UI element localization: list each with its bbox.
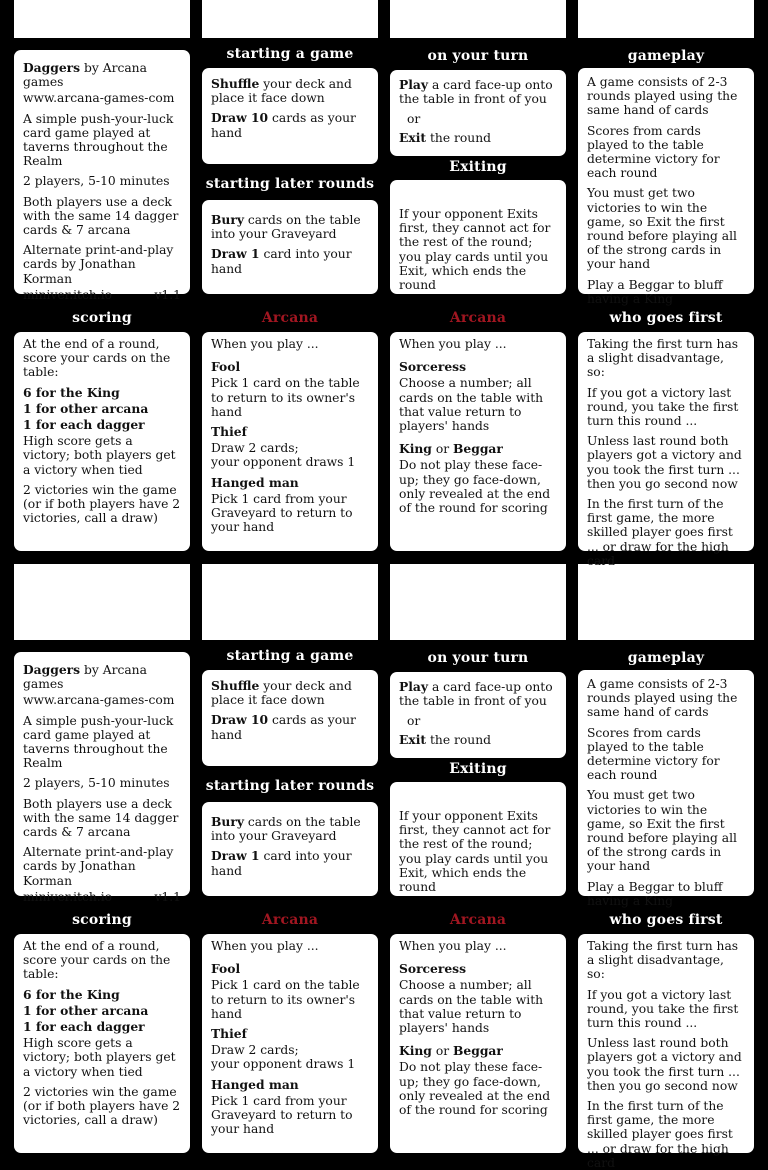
draw1-step: Draw 1 card into your hand [211, 246, 352, 276]
info-credit: Alternate print-and-play cards by Jonathan Korman [23, 845, 174, 888]
fool-heading: Fool [211, 359, 241, 375]
king-beggar-heading: King or Beggar [399, 1043, 503, 1059]
exiting-text: If your opponent Exits first, they cannot act for the rest of the round; you play cards until you Exit, which ends the round [399, 809, 551, 895]
scoring-high: High score gets a victory; both players get a victory when tied [23, 1036, 176, 1079]
gameplay-p2: Scores from cards played to the table determine victory for each round [587, 123, 720, 181]
info-players: 2 players, 5-10 minutes [23, 776, 170, 791]
first-p4: In the first turn of the first game, the more skilled player goes first ... or draw for the high card [587, 497, 733, 568]
thief-text: Draw 2 cards; your opponent draws 1 [211, 441, 356, 470]
blank-card [578, 564, 754, 640]
blank-card [202, 0, 378, 38]
info-title: Daggers by Arcana games [23, 662, 147, 692]
scoring-dagger: 1 for each dagger [23, 1019, 145, 1035]
scoring-card [14, 332, 190, 551]
draw10-step: Draw 10 cards as your hand [211, 110, 356, 140]
scoring-win: 2 victories win the game (or if both players have 2 victories, call a draw) [23, 1084, 181, 1128]
draw1-step: Draw 1 card into your hand [211, 848, 352, 878]
scoring-intro: At the end of a round, score your cards on the table: [23, 337, 171, 380]
later-card [202, 802, 378, 896]
gameplay-p4: Play a Beggar to bluff having a King [587, 277, 723, 306]
king-beggar-heading: King or Beggar [399, 441, 503, 457]
info-footer [23, 288, 181, 302]
first-p3: Unless last round both players got a victory and you took the first turn ... then you go second now [587, 434, 742, 491]
later-card [202, 200, 378, 294]
exiting-text: If your opponent Exits first, they cannot act for the rest of the round; you play cards until you Exit, which ends the round [399, 207, 551, 293]
info-site: miniver.itch.io [23, 287, 113, 302]
later-header: starting later rounds [205, 778, 375, 794]
gameplay-p3: You must get two victories to win the game, so Exit the first round before playing all of the strong cards in your hand [587, 788, 737, 874]
gameplay-p1: A game consists of 2-3 rounds played using the same hand of cards [587, 677, 738, 720]
sorceress-text: Choose a number; all cards on the table with that value return to players' hands [399, 978, 544, 1036]
scoring-dagger: 1 for each dagger [23, 417, 145, 433]
gameplay-p3: You must get two victories to win the game, so Exit the first round before playing all of the strong cards in your hand [587, 186, 737, 272]
first-header: who goes first [609, 310, 723, 326]
fool-heading: Fool [211, 961, 241, 977]
scoring-high: High score gets a victory; both players get a victory when tied [23, 434, 176, 477]
scoring-arcana: 1 for other arcana [23, 1002, 149, 1018]
exiting-card [390, 180, 566, 294]
first-p4: In the first turn of the first game, the more skilled player goes first ... or draw for the high card [587, 1099, 733, 1170]
starting-header: starting a game [226, 648, 354, 664]
exit-step: Exit the round [399, 129, 492, 145]
arcana1-intro: When you play ... [211, 337, 319, 351]
shuffle-step: Shuffle your deck and place it face down [211, 678, 352, 708]
first-card [578, 332, 754, 568]
blank-card [390, 564, 566, 640]
info-footer [23, 890, 181, 904]
gameplay-header: gameplay [627, 650, 705, 666]
info-card [14, 50, 190, 302]
starting-header: starting a game [226, 46, 354, 62]
first-p1: Taking the first turn has a slight disadvantage, so: [587, 337, 739, 380]
king-beggar-text: Do not play these face-up; they go face-down, only revealed at the end of the round for scoring [399, 458, 551, 516]
sorceress-heading: Sorceress [399, 961, 467, 977]
or-word: or [407, 714, 421, 729]
first-p2: If you got a victory last round, you take the first turn this round ... [587, 385, 739, 429]
info-desc: A simple push-your-luck card game played at taverns throughout the Realm [23, 111, 174, 169]
later-header: starting later rounds [205, 176, 375, 192]
thief-heading: Thief [211, 424, 247, 440]
info-title: Daggers by Arcana games [23, 60, 147, 90]
arcana1-intro: When you play ... [211, 939, 319, 953]
fool-text: Pick 1 card on the table to return to its owner's hand [211, 376, 360, 419]
scoring-arcana: 1 for other arcana [23, 400, 149, 416]
first-card [578, 934, 754, 1170]
exit-step: Exit the round [399, 731, 492, 747]
info-card [14, 652, 190, 904]
gameplay-card [578, 68, 754, 306]
thief-text: Draw 2 cards; your opponent draws 1 [211, 1043, 356, 1072]
hanged-text: Pick 1 card from your Graveyard to return to your hand [211, 1093, 353, 1137]
scoring-header: scoring [72, 912, 132, 928]
gameplay-header: gameplay [627, 48, 705, 64]
first-p1: Taking the first turn has a slight disadvantage, so: [587, 939, 739, 982]
fool-text: Pick 1 card on the table to return to its owner's hand [211, 978, 360, 1021]
turn-header: on your turn [427, 650, 529, 666]
info-version: v1.1 [154, 287, 181, 302]
thief-heading: Thief [211, 1026, 247, 1042]
exiting-header: Exiting [449, 159, 507, 175]
info-desc: A simple push-your-luck card game played at taverns throughout the Realm [23, 713, 174, 771]
exiting-card [390, 782, 566, 896]
hanged-heading: Hanged man [211, 474, 299, 490]
scoring-king: 6 for the King [23, 986, 120, 1002]
scoring-header: scoring [72, 310, 132, 326]
blank-card [14, 564, 190, 640]
arcana2-intro: When you play ... [399, 337, 507, 351]
first-p3: Unless last round both players got a victory and you took the first turn ... then you go second now [587, 1036, 742, 1093]
first-header: who goes first [609, 912, 723, 928]
scoring-intro: At the end of a round, score your cards on the table: [23, 939, 171, 982]
first-p2: If you got a victory last round, you take the first turn this round ... [587, 987, 739, 1031]
info-url: www.arcana-games-com [23, 693, 175, 708]
gameplay-p2: Scores from cards played to the table determine victory for each round [587, 725, 720, 783]
gameplay-p4: Play a Beggar to bluff having a King [587, 879, 723, 908]
gameplay-p1: A game consists of 2-3 rounds played using the same hand of cards [587, 75, 738, 118]
bury-step: Bury cards on the table into your Graveyard [211, 814, 361, 844]
sorceress-heading: Sorceress [399, 359, 467, 375]
arcana2-header: Arcana [449, 912, 507, 928]
starting-card [202, 670, 378, 766]
hanged-heading: Hanged man [211, 1076, 299, 1092]
blank-card [14, 0, 190, 38]
hanged-text: Pick 1 card from your Graveyard to return to your hand [211, 491, 353, 535]
scoring-king: 6 for the King [23, 384, 120, 400]
arcana2-card [390, 332, 566, 551]
turn-card [390, 70, 566, 156]
arcana1-header: Arcana [261, 310, 319, 326]
sorceress-text: Choose a number; all cards on the table with that value return to players' hands [399, 376, 544, 434]
play-step: Play a card face-up onto the table in front of you [399, 679, 553, 709]
info-deck: Both players use a deck with the same 14 dagger cards & 7 arcana [23, 194, 179, 238]
turn-card [390, 672, 566, 758]
blank-card [390, 0, 566, 38]
shuffle-step: Shuffle your deck and place it face down [211, 76, 352, 106]
exiting-header: Exiting [449, 761, 507, 777]
info-url: www.arcana-games-com [23, 91, 175, 106]
starting-card [202, 68, 378, 164]
scoring-win: 2 victories win the game (or if both players have 2 victories, call a draw) [23, 482, 181, 526]
info-site: miniver.itch.io [23, 889, 113, 904]
arcana2-intro: When you play ... [399, 939, 507, 953]
or-word: or [407, 112, 421, 127]
gameplay-card [578, 670, 754, 908]
blank-card [578, 0, 754, 38]
scoring-card [14, 934, 190, 1153]
arcana1-header: Arcana [261, 912, 319, 928]
king-beggar-text: Do not play these face-up; they go face-down, only revealed at the end of the round for scoring [399, 1060, 551, 1118]
arcana1-card [202, 332, 378, 551]
arcana2-header: Arcana [449, 310, 507, 326]
blank-card [202, 564, 378, 640]
arcana1-card [202, 934, 378, 1153]
info-deck: Both players use a deck with the same 14 dagger cards & 7 arcana [23, 796, 179, 840]
info-players: 2 players, 5-10 minutes [23, 174, 170, 189]
info-credit: Alternate print-and-play cards by Jonathan Korman [23, 243, 174, 286]
turn-header: on your turn [427, 48, 529, 64]
play-step: Play a card face-up onto the table in front of you [399, 77, 553, 107]
draw10-step: Draw 10 cards as your hand [211, 712, 356, 742]
arcana2-card [390, 934, 566, 1153]
info-version: v1.1 [154, 889, 181, 904]
bury-step: Bury cards on the table into your Graveyard [211, 212, 361, 242]
